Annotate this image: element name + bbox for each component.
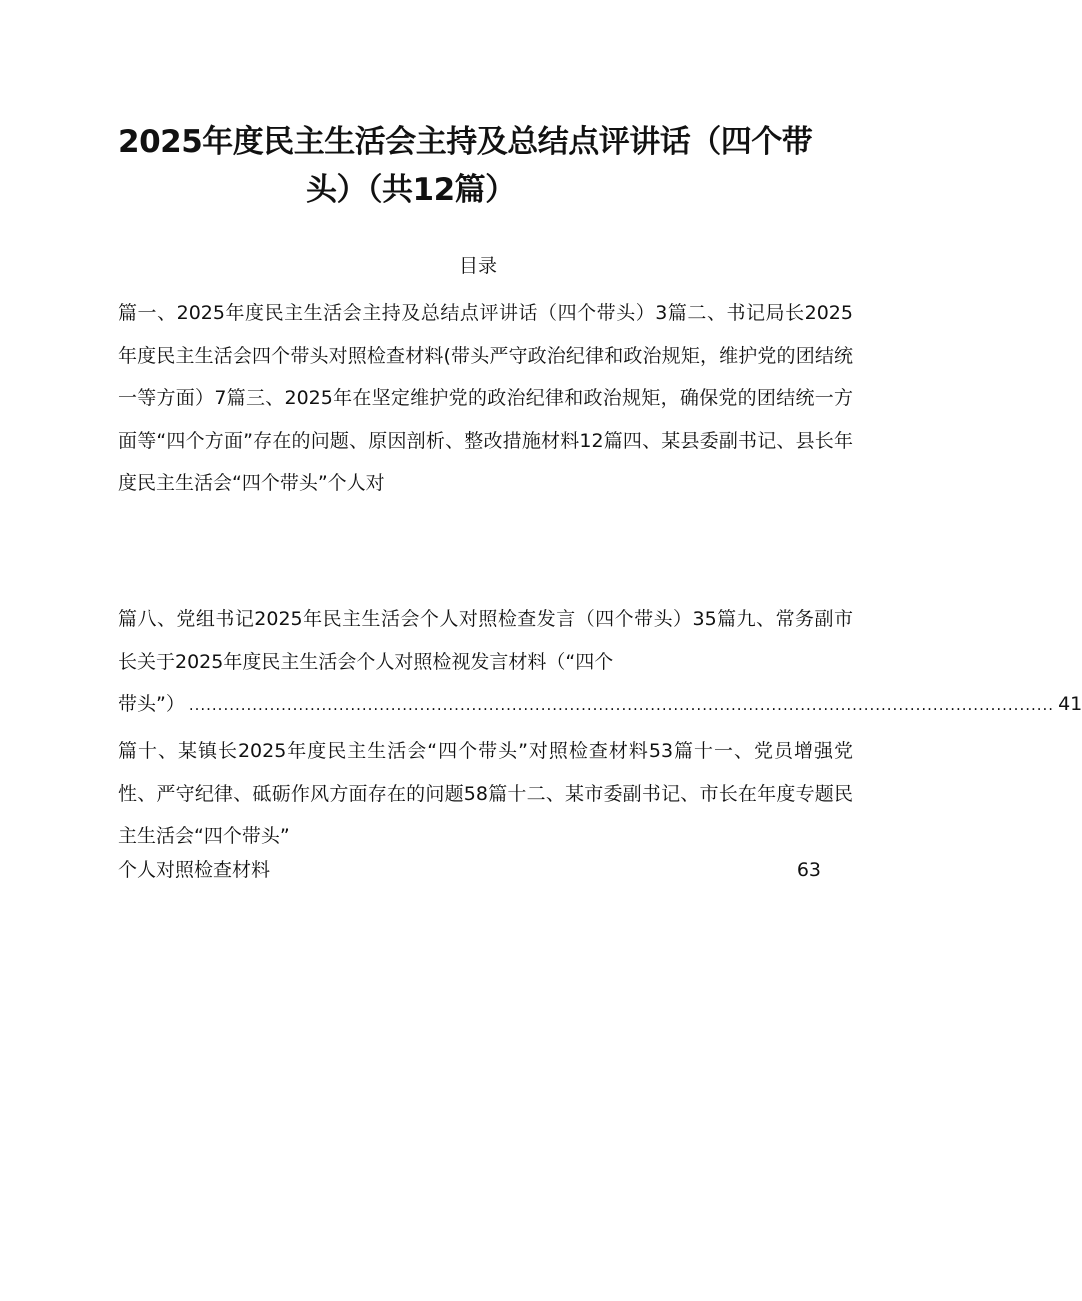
- toc-paragraph-2-text: 篇八、党组书记2025年民主生活会个人对照检查发言（四个带头）35篇九、常务副市长关于2025年度民主生活会个人对照检视发言材料（“四个: [118, 608, 853, 673]
- title-line-2: 头）（共12篇）: [306, 172, 516, 208]
- toc-leader-line: [118, 683, 1082, 727]
- title-line-1: 2025年度民主生活会主持及总结点评讲话（四个带: [118, 124, 813, 160]
- toc-last-entry: [118, 850, 821, 890]
- toc-last-entry-page: 63: [796, 859, 821, 881]
- toc-heading: 目录: [458, 255, 497, 277]
- toc-paragraph-3: 篇十、某镇长2025年度民主生活会“四个带头”对照检查材料53篇十一、党员增强党性、严守纪律、砥砺作风方面存在的问题58篇十二、某市委副书记、市长在年度专题民主生活会“四个带头”: [118, 740, 853, 847]
- toc-entry-tail: 带头”）: [118, 693, 185, 715]
- toc-last-entry-text: 个人对照检查材料: [118, 859, 271, 881]
- toc-paragraph-1: 篇一、2025年度民主生活会主持及总结点评讲话（四个带头）3篇二、书记局长2025年度民主生活会四个带头对照检查材料(带头严守政治纪律和政治规矩，维护党的团结统一等方面）7篇三、2025年在坚定维护党的政治纪律和政治规矩，确保党的团结统一方面等“四个方面”存在的问题、原因剖析、整改措施材料12篇四、某县委副书记、县长年度民主生活会“四个带头”个人对: [118, 302, 853, 494]
- toc-dot-leader: ......................................................................................................................................................: [188, 696, 1055, 714]
- document-title: [110, 118, 850, 214]
- toc-page-number: 41: [1058, 693, 1082, 715]
- toc-paragraph-2: [118, 598, 1082, 727]
